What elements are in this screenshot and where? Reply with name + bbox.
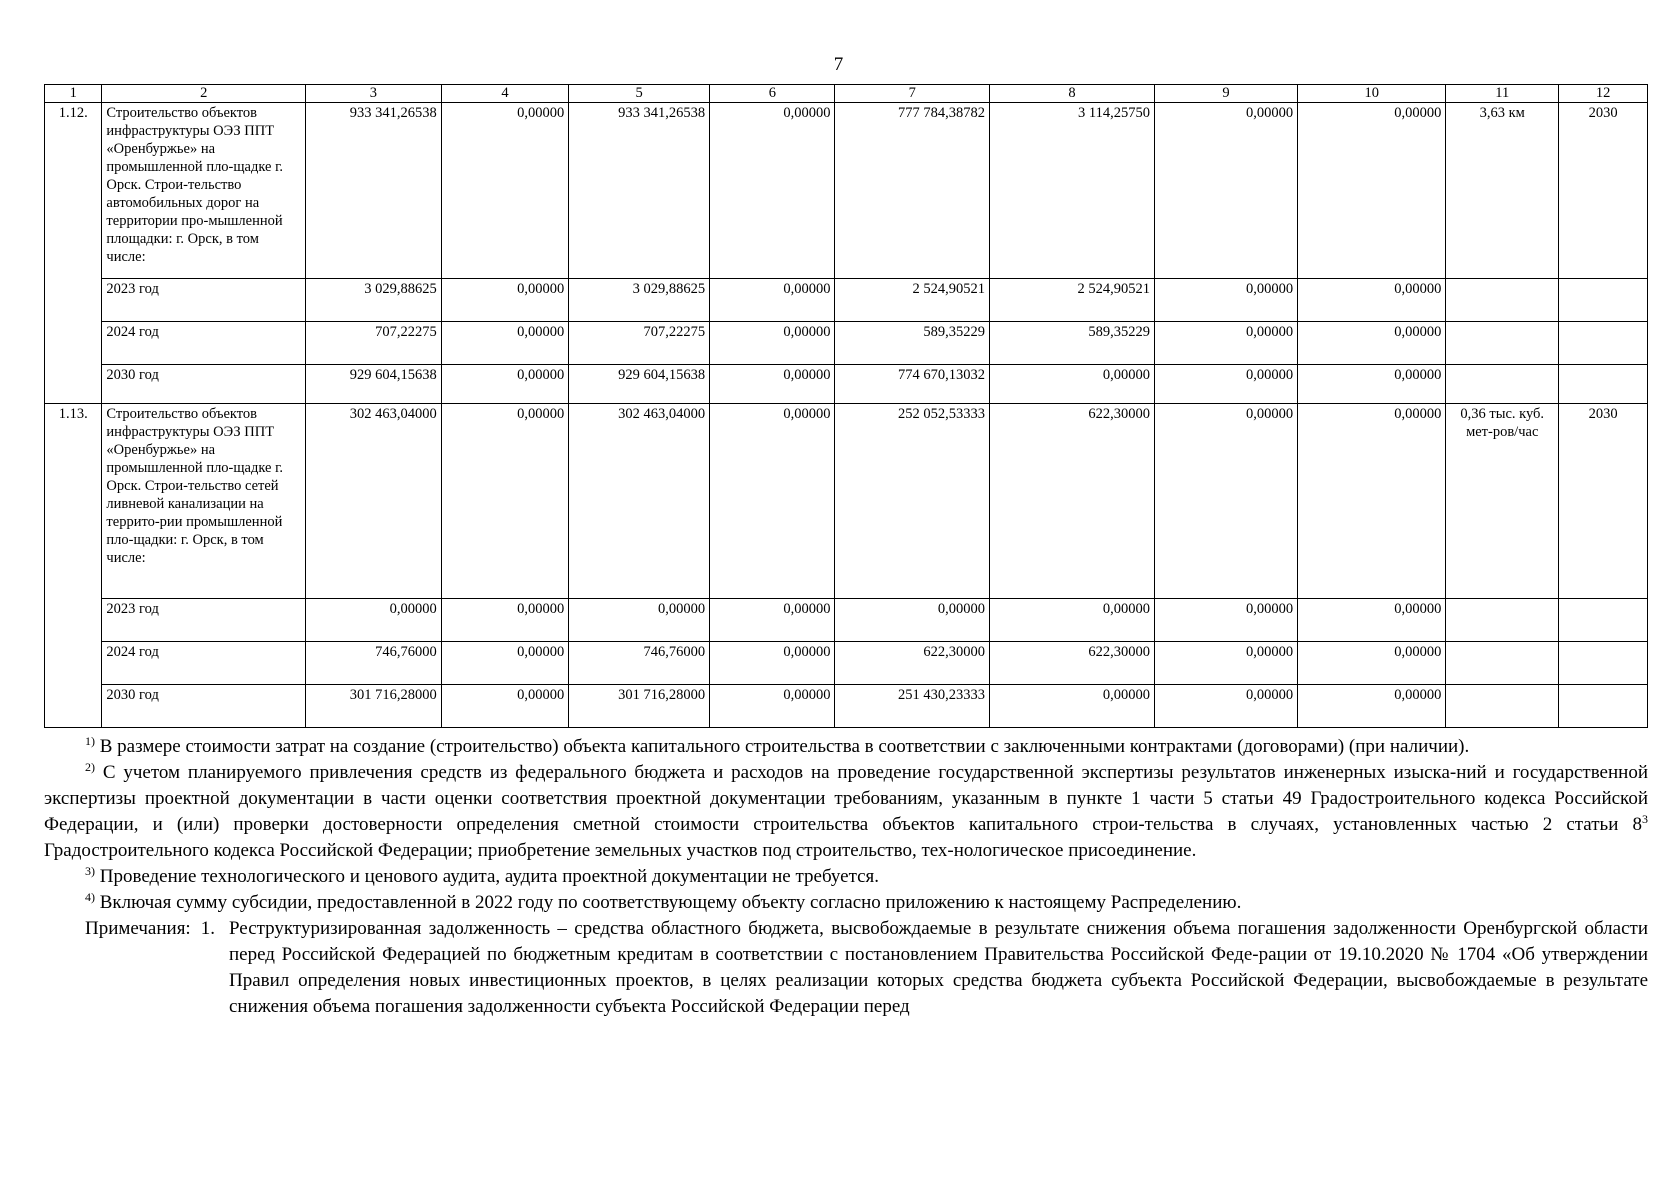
empty-cell xyxy=(1559,599,1648,642)
table-row xyxy=(45,279,1648,322)
table-row xyxy=(45,599,1648,642)
year-label: 2023 год xyxy=(102,279,306,322)
cell-value: 0,00000 xyxy=(1298,322,1446,365)
cell-value: 0,00000 xyxy=(1298,103,1446,279)
cell-value: 0,00000 xyxy=(306,599,442,642)
cell-value: 0,00000 xyxy=(1155,103,1298,279)
capacity-value: 3,63 км xyxy=(1446,103,1559,279)
empty-cell xyxy=(1559,279,1648,322)
year-label: 2030 год xyxy=(102,685,306,728)
col-header: 10 xyxy=(1298,85,1446,103)
footnote-text: Включая сумму субсидии, предоставленной в 2022 году по соответствующему объекту согласно приложению к настоящему Распределению. xyxy=(99,892,1242,913)
cell-value: 0,00000 xyxy=(710,322,835,365)
notes-section xyxy=(44,916,1648,1020)
footnote-marker: 3) xyxy=(85,864,95,878)
cell-value: 929 604,15638 xyxy=(569,365,710,404)
capacity-value: 0,36 тыс. куб. мет-ров/час xyxy=(1446,404,1559,599)
cell-value: 622,30000 xyxy=(990,404,1155,599)
footnote-text: С учетом планируемого привлечения средств из федерального бюджета и расходов на проведение государственной экспертизы результатов инженерных изыска-ний и государственной экспертизы проектной документации в части оценки соответствия проектной документации требованиям, указанным в пункте 1 части 5 статьи 49 Градостроительного кодекса Российской Федерации, и (или) проверки достоверности определения сметной стоимости строительства объектов капитального строи-тельства в случаях, установленных частью 2 статьи 8 xyxy=(44,762,1648,835)
completion-year: 2030 xyxy=(1559,404,1648,599)
cell-value: 0,00000 xyxy=(990,599,1155,642)
header-row xyxy=(45,85,1648,103)
table-row xyxy=(45,365,1648,404)
empty-cell xyxy=(1446,642,1559,685)
table-row xyxy=(45,103,1648,279)
cell-value: 302 463,04000 xyxy=(306,404,442,599)
cell-value: 707,22275 xyxy=(306,322,442,365)
empty-cell xyxy=(1446,685,1559,728)
cell-value: 0,00000 xyxy=(441,599,568,642)
cell-value: 3 029,88625 xyxy=(306,279,442,322)
table-row xyxy=(45,322,1648,365)
year-label: 2030 год xyxy=(102,365,306,404)
cell-value: 0,00000 xyxy=(1298,365,1446,404)
cell-value: 3 114,25750 xyxy=(990,103,1155,279)
notes-label: Примечания: xyxy=(85,918,191,939)
col-header: 3 xyxy=(306,85,442,103)
footnote-2 xyxy=(44,760,1648,864)
notes-text: Реструктуризированная задолженность – средства областного бюджета, высвобождаемые в результате снижения объема погашения задолженности Оренбургской области перед Российской Федерацией по бюджетным кредитам в соответствии с постановлением Правительства Российской Феде-рации от 19.10.2020 № 1704 «Об утверждении Правил определения новых инвестиционных проектов, в целях реализации которых средства бюджета субъекта Российской Федерации, высвобождаемые в результате снижения объема погашения задолженности субъекта Российской Федерации перед xyxy=(228,918,1648,1017)
empty-cell xyxy=(1559,685,1648,728)
cell-value: 0,00000 xyxy=(1298,685,1446,728)
cell-value: 933 341,26538 xyxy=(569,103,710,279)
cell-value: 0,00000 xyxy=(1298,404,1446,599)
cell-value: 0,00000 xyxy=(710,642,835,685)
completion-year: 2030 xyxy=(1559,103,1648,279)
cell-value: 622,30000 xyxy=(835,642,990,685)
year-label: 2024 год xyxy=(102,642,306,685)
cell-value: 0,00000 xyxy=(710,365,835,404)
empty-cell xyxy=(1559,365,1648,404)
footnote-text: Градостроительного кодекса Российской Федерации; приобретение земельных участков под строительство, тех-нологическое присоединение. xyxy=(44,840,1197,861)
cell-value: 0,00000 xyxy=(1298,279,1446,322)
footnote-marker: 1) xyxy=(85,734,95,748)
col-header: 12 xyxy=(1559,85,1648,103)
cell-value: 0,00000 xyxy=(710,599,835,642)
footnote-marker: 2) xyxy=(85,760,95,774)
empty-cell xyxy=(1559,322,1648,365)
cell-value: 0,00000 xyxy=(710,404,835,599)
cell-value: 0,00000 xyxy=(441,685,568,728)
allocation-table xyxy=(44,84,1648,728)
cell-value: 0,00000 xyxy=(1155,685,1298,728)
cell-value: 933 341,26538 xyxy=(306,103,442,279)
footnote-1 xyxy=(44,734,1648,760)
table-row xyxy=(45,685,1648,728)
cell-value: 929 604,15638 xyxy=(306,365,442,404)
col-header: 1 xyxy=(45,85,102,103)
footnote-text: В размере стоимости затрат на создание (строительство) объекта капитального строительства в соответствии с заключенными контрактами (договорами) (при наличии). xyxy=(99,736,1470,757)
col-header: 6 xyxy=(710,85,835,103)
empty-cell xyxy=(1446,365,1559,404)
col-header: 11 xyxy=(1446,85,1559,103)
table-row xyxy=(45,404,1648,599)
cell-value: 589,35229 xyxy=(990,322,1155,365)
cell-value: 774 670,13032 xyxy=(835,365,990,404)
cell-value: 0,00000 xyxy=(990,685,1155,728)
year-label: 2023 год xyxy=(102,599,306,642)
footnote-4 xyxy=(44,890,1648,916)
item-number: 1.13. xyxy=(45,404,102,728)
cell-value: 0,00000 xyxy=(441,642,568,685)
cell-value: 3 029,88625 xyxy=(569,279,710,322)
item-number: 1.12. xyxy=(45,103,102,404)
empty-cell xyxy=(1446,279,1559,322)
cell-value: 0,00000 xyxy=(835,599,990,642)
cell-value: 589,35229 xyxy=(835,322,990,365)
cell-value: 0,00000 xyxy=(710,103,835,279)
item-description: Строительство объектов инфраструктуры ОЭЗ ППТ «Оренбуржье» на промышленной пло-щадке г. Орск. Строи-тельство автомобильных дорог на территории про-мышленной площадки: г. Орск, в том числе: xyxy=(102,103,306,279)
cell-value: 707,22275 xyxy=(569,322,710,365)
footnote-marker: 4) xyxy=(85,890,95,904)
cell-value: 777 784,38782 xyxy=(835,103,990,279)
footnote-3 xyxy=(44,864,1648,890)
cell-value: 251 430,23333 xyxy=(835,685,990,728)
cell-value: 0,00000 xyxy=(569,599,710,642)
table-row xyxy=(45,642,1648,685)
col-header: 8 xyxy=(990,85,1155,103)
cell-value: 0,00000 xyxy=(1155,599,1298,642)
cell-value: 0,00000 xyxy=(710,685,835,728)
cell-value: 622,30000 xyxy=(990,642,1155,685)
footnote-text: Проведение технологического и ценового аудита, аудита проектной документации не требуется. xyxy=(99,866,880,887)
empty-cell xyxy=(1446,322,1559,365)
cell-value: 0,00000 xyxy=(990,365,1155,404)
cell-value: 0,00000 xyxy=(1298,642,1446,685)
cell-value: 0,00000 xyxy=(1155,365,1298,404)
item-description: Строительство объектов инфраструктуры ОЭЗ ППТ «Оренбуржье» на промышленной пло-щадке г. Орск. Строи-тельство сетей ливневой канализации на террито-рии промышленной пло-щадки: г. Орск, в том числе: xyxy=(102,404,306,599)
cell-value: 0,00000 xyxy=(1155,404,1298,599)
cell-value: 0,00000 xyxy=(441,322,568,365)
cell-value: 2 524,90521 xyxy=(990,279,1155,322)
col-header: 4 xyxy=(441,85,568,103)
cell-value: 746,76000 xyxy=(569,642,710,685)
empty-cell xyxy=(1559,642,1648,685)
col-header: 7 xyxy=(835,85,990,103)
col-header: 2 xyxy=(102,85,306,103)
cell-value: 0,00000 xyxy=(1155,642,1298,685)
cell-value: 746,76000 xyxy=(306,642,442,685)
cell-value: 0,00000 xyxy=(441,365,568,404)
cell-value: 0,00000 xyxy=(441,103,568,279)
col-header: 5 xyxy=(569,85,710,103)
cell-value: 0,00000 xyxy=(1298,599,1446,642)
cell-value: 0,00000 xyxy=(1155,322,1298,365)
cell-value: 0,00000 xyxy=(710,279,835,322)
year-label: 2024 год xyxy=(102,322,306,365)
cell-value: 0,00000 xyxy=(1155,279,1298,322)
cell-value: 252 052,53333 xyxy=(835,404,990,599)
cell-value: 0,00000 xyxy=(441,279,568,322)
cell-value: 301 716,28000 xyxy=(306,685,442,728)
col-header: 9 xyxy=(1155,85,1298,103)
footnotes xyxy=(44,734,1648,1020)
page-number: 7 xyxy=(833,54,844,75)
cell-value: 2 524,90521 xyxy=(835,279,990,322)
cell-value: 301 716,28000 xyxy=(569,685,710,728)
article-superscript: 3 xyxy=(1642,812,1648,826)
notes-number: 1. xyxy=(200,918,215,939)
cell-value: 302 463,04000 xyxy=(569,404,710,599)
cell-value: 0,00000 xyxy=(441,404,568,599)
empty-cell xyxy=(1446,599,1559,642)
